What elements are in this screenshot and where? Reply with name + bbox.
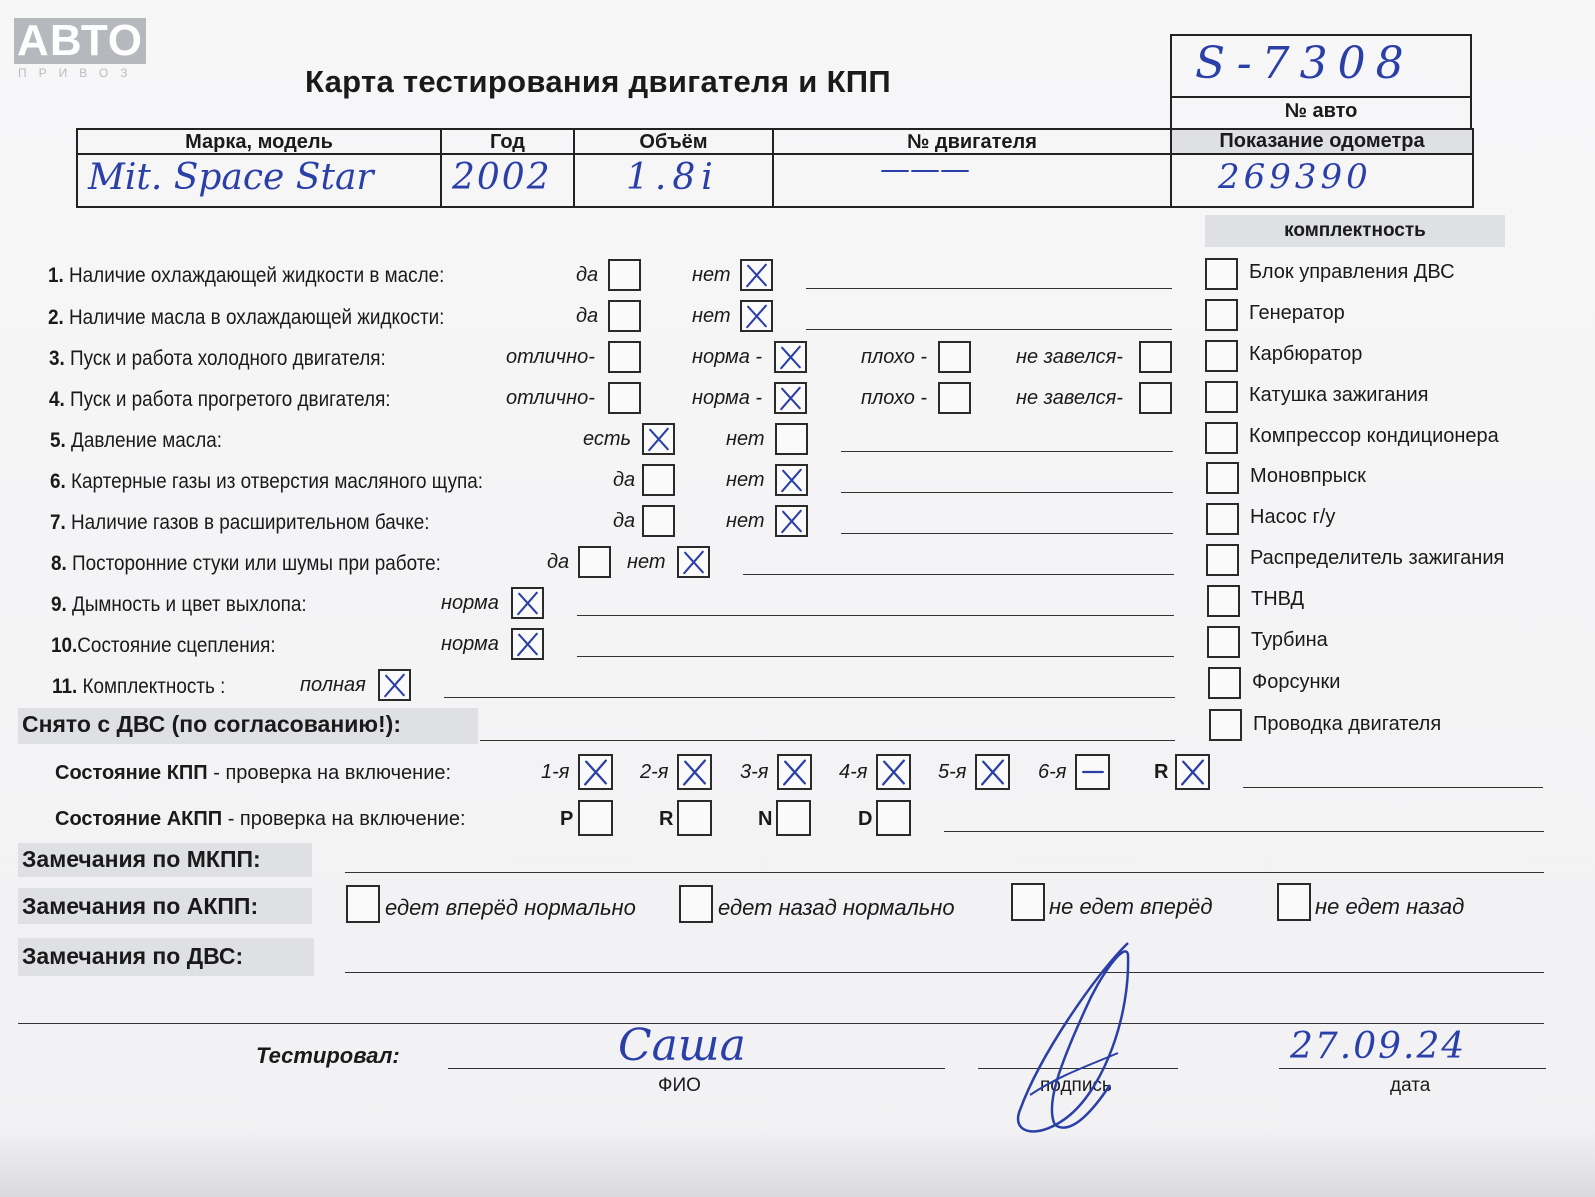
check-mark-icon	[779, 756, 810, 788]
kpp-label-bold: Состояние КПП	[55, 762, 208, 784]
akpp-option-label: едет назад нормально	[718, 895, 955, 920]
checkbox-checked[interactable]	[774, 382, 807, 414]
checkbox-checked[interactable]	[677, 546, 710, 578]
vin-value: S-7308	[1195, 38, 1414, 89]
check-text: Пуск и работа холодного двигателя:	[70, 347, 386, 370]
notes-line	[577, 615, 1174, 616]
option-label: да	[547, 551, 570, 573]
check-mark-icon	[977, 756, 1008, 788]
option-label: не завелся-	[1016, 387, 1123, 409]
paper-shadow	[0, 1130, 1595, 1197]
kit-item-injection-pump: ТНВД	[1251, 588, 1305, 610]
kit-item-mono-injection: Моновпрыск	[1250, 465, 1366, 487]
notes-line	[806, 329, 1172, 330]
date-value: 27.09.24	[1290, 1026, 1467, 1067]
notes-line	[841, 492, 1173, 493]
check-row-3-label	[49, 347, 386, 371]
gear-label: 5-я	[938, 761, 967, 783]
check-number: 9.	[51, 593, 67, 616]
akpp-mode-checkbox[interactable]	[578, 800, 613, 836]
gear-label: 2-я	[640, 761, 669, 783]
option-label: нет	[692, 264, 731, 286]
check-mark-icon	[776, 343, 805, 371]
checkbox[interactable]	[608, 341, 641, 373]
remarks-dvs-line-2	[18, 1023, 1544, 1024]
logo-subtitle: ПРИВОЗ	[18, 66, 140, 80]
check-mark-icon	[380, 671, 409, 699]
akpp-option-checkbox[interactable]	[1011, 883, 1045, 921]
checkbox[interactable]	[578, 546, 611, 578]
akpp-mode-label: R	[659, 808, 674, 830]
akpp-option-label: не едет назад	[1315, 894, 1465, 919]
akpp-mode-checkbox[interactable]	[677, 800, 712, 836]
notes-line	[841, 451, 1173, 452]
kit-checkbox[interactable]	[1206, 544, 1239, 576]
option-label: плохо -	[861, 387, 928, 409]
akpp-label	[55, 808, 466, 831]
check-mark-icon	[679, 548, 708, 576]
logo	[14, 18, 146, 64]
kit-title: комплектность	[1284, 220, 1426, 241]
kit-checkbox[interactable]	[1206, 462, 1239, 494]
year-value: 2002	[452, 157, 552, 198]
dash-mark-icon	[1077, 756, 1108, 788]
removed-label: Снято с ДВС (по согласованию!):	[22, 711, 401, 737]
check-mark-icon	[777, 507, 806, 535]
kit-item-ignition-coil: Катушка зажигания	[1249, 384, 1429, 406]
option-label: норма	[441, 633, 499, 655]
kit-item-ac-compressor: Компрессор кондиционера	[1249, 425, 1499, 447]
col-header-make-model: Марка, модель	[185, 131, 333, 153]
removed-line	[480, 740, 1175, 741]
check-text: Давление масла:	[71, 429, 222, 452]
kit-checkbox[interactable]	[1205, 258, 1238, 290]
check-row-10-label	[51, 634, 276, 658]
check-number: 8.	[51, 552, 67, 575]
remarks-akpp-label: Замечания по АКПП:	[22, 893, 259, 919]
option-label: нет	[726, 510, 765, 532]
option-label: отлично-	[506, 346, 595, 368]
check-text: Комплектность :	[82, 675, 226, 698]
akpp-mode-label: N	[758, 808, 773, 830]
remarks-mkpp-label: Замечания по МКПП:	[22, 846, 261, 872]
checkbox[interactable]	[938, 341, 971, 373]
notes-line	[743, 574, 1174, 575]
check-number: 10.	[51, 634, 78, 657]
akpp-line	[944, 831, 1544, 832]
kit-item-generator: Генератор	[1249, 302, 1345, 324]
check-mark-icon	[580, 756, 611, 788]
gear-checkbox-r[interactable]	[1175, 754, 1210, 790]
option-label: норма -	[692, 387, 763, 409]
akpp-option-label: едет вперёд нормально	[385, 895, 636, 920]
date-label: дата	[1390, 1075, 1431, 1096]
checkbox[interactable]	[608, 259, 641, 291]
kit-item-distributor: Распределитель зажигания	[1250, 547, 1505, 569]
check-row-6-label	[50, 470, 483, 494]
check-text: Картерные газы из отверстия масляного щупа:	[71, 470, 484, 493]
check-row-9-label	[51, 593, 307, 617]
checkbox-checked[interactable]	[775, 464, 808, 496]
check-text: Посторонние стуки или шумы при работе:	[72, 552, 441, 575]
checkbox[interactable]	[608, 382, 641, 414]
check-mark-icon	[742, 261, 771, 289]
kit-checkbox[interactable]	[1205, 422, 1238, 454]
kpp-label	[55, 762, 451, 785]
kit-checkbox[interactable]	[1207, 626, 1240, 658]
kit-checkbox[interactable]	[1205, 340, 1238, 372]
signature-label: подпись	[1040, 1075, 1112, 1096]
akpp-mode-checkbox[interactable]	[876, 800, 911, 836]
option-label: нет	[627, 551, 666, 573]
checkbox-checked[interactable]	[740, 259, 773, 291]
gear-label: 6-я	[1038, 761, 1067, 783]
check-row-5-label	[50, 429, 222, 453]
check-mark-icon	[513, 589, 542, 617]
date-line	[1279, 1068, 1546, 1069]
gear-label: 4-я	[839, 761, 868, 783]
vin-label: № авто	[1284, 100, 1358, 122]
check-row-8-label	[51, 552, 441, 576]
kpp-label-rest: - проверка на включение:	[207, 762, 452, 784]
gear-checkbox-6[interactable]	[1075, 754, 1110, 790]
checkbox[interactable]	[608, 300, 641, 332]
check-number: 1.	[48, 264, 64, 287]
option-label: да	[613, 469, 636, 491]
checkbox-checked[interactable]	[642, 423, 675, 455]
kit-item-ecu: Блок управления ДВС	[1249, 261, 1455, 283]
akpp-option-checkbox[interactable]	[346, 885, 380, 923]
check-number: 2.	[48, 306, 64, 329]
col-header-engine-no: № двигателя	[907, 131, 1037, 153]
kit-checkbox[interactable]	[1209, 709, 1242, 741]
kit-item-ps-pump: Насос г/у	[1250, 506, 1336, 528]
col-header-volume: Объём	[639, 131, 708, 153]
make-model-value: Mit. Space Star	[88, 157, 374, 198]
kit-checkbox[interactable]	[1207, 585, 1240, 617]
checkbox-checked[interactable]	[378, 669, 411, 701]
check-mark-icon	[878, 756, 909, 788]
check-number: 6.	[50, 470, 66, 493]
remarks-mkpp-line	[345, 872, 1544, 873]
option-label: нет	[726, 428, 765, 450]
col-header-odometer: Показание одометра	[1219, 130, 1425, 152]
akpp-label-bold: Состояние АКПП	[55, 808, 223, 830]
option-label: нет	[726, 469, 765, 491]
check-row-2-label	[48, 306, 444, 330]
checkbox[interactable]	[1139, 382, 1172, 414]
akpp-option-checkbox[interactable]	[1277, 883, 1311, 921]
gear-label: 1-я	[541, 761, 570, 783]
check-mark-icon	[1177, 756, 1208, 788]
checkbox-checked[interactable]	[511, 587, 544, 619]
akpp-mode-checkbox[interactable]	[776, 800, 811, 836]
kit-item-turbo: Турбина	[1251, 629, 1328, 651]
notes-line	[806, 288, 1172, 289]
check-mark-icon	[776, 384, 805, 412]
check-row-7-label	[50, 511, 430, 535]
page-title: Карта тестирования двигателя и КПП	[305, 64, 891, 99]
checkbox[interactable]	[1139, 341, 1172, 373]
notes-line	[444, 697, 1175, 698]
checkbox[interactable]	[642, 464, 675, 496]
option-label: нет	[692, 305, 731, 327]
fio-label: ФИО	[658, 1075, 701, 1096]
check-text: Наличие охлаждающей жидкости в масле:	[69, 264, 445, 287]
check-text: Пуск и работа прогретого двигателя:	[70, 388, 391, 411]
option-label: да	[576, 264, 599, 286]
check-row-1-label	[48, 264, 444, 288]
gear-checkbox-2[interactable]	[677, 754, 712, 790]
gear-checkbox-5[interactable]	[975, 754, 1010, 790]
odometer-value: 269390	[1218, 157, 1372, 197]
handwritten-signature	[1000, 935, 1150, 1145]
engine-no-value: ———	[880, 152, 970, 187]
checkbox-checked[interactable]	[774, 341, 807, 373]
checkbox-checked[interactable]	[511, 628, 544, 660]
check-mark-icon	[679, 756, 710, 788]
check-number: 5.	[50, 429, 66, 452]
gear-label: 3-я	[740, 761, 769, 783]
kit-checkbox[interactable]	[1205, 381, 1238, 413]
option-label: плохо -	[861, 346, 928, 368]
checkbox[interactable]	[642, 505, 675, 537]
kit-item-engine-wiring: Проводка двигателя	[1253, 713, 1442, 735]
akpp-option-checkbox[interactable]	[679, 885, 713, 923]
checkbox-checked[interactable]	[740, 300, 773, 332]
notes-line	[577, 656, 1174, 657]
akpp-mode-label: P	[560, 808, 574, 830]
checkbox[interactable]	[775, 423, 808, 455]
notes-line	[841, 533, 1173, 534]
volume-value: 1.8i	[626, 157, 719, 198]
fio-value: Саша	[618, 1020, 746, 1071]
check-number: 11.	[52, 675, 78, 698]
kit-checkbox[interactable]	[1205, 299, 1238, 331]
check-mark-icon	[742, 302, 771, 330]
check-mark-icon	[644, 425, 673, 453]
kit-item-carburetor: Карбюратор	[1249, 343, 1363, 365]
gear-checkbox-1[interactable]	[578, 754, 613, 790]
option-label: норма -	[692, 346, 763, 368]
option-label: полная	[300, 674, 366, 696]
option-label: да	[613, 510, 636, 532]
check-number: 7.	[50, 511, 66, 534]
gear-label: R	[1154, 761, 1169, 783]
kpp-line	[1243, 787, 1543, 788]
check-text: Наличие газов в расширительном бачке:	[71, 511, 430, 534]
remarks-dvs-label: Замечания по ДВС:	[22, 943, 244, 969]
check-number: 3.	[49, 347, 65, 370]
akpp-label-rest: - проверка на включение:	[222, 808, 466, 830]
gear-checkbox-3[interactable]	[777, 754, 812, 790]
kit-checkbox[interactable]	[1208, 667, 1241, 699]
option-label: отлично-	[506, 387, 595, 409]
gear-checkbox-4[interactable]	[876, 754, 911, 790]
check-row-4-label	[49, 388, 391, 412]
remarks-dvs-line	[345, 972, 1544, 973]
checkbox[interactable]	[938, 382, 971, 414]
check-number: 4.	[49, 388, 65, 411]
option-label: норма	[441, 592, 499, 614]
col-header-year: Год	[490, 131, 525, 153]
akpp-mode-label: D	[858, 808, 873, 830]
option-label: да	[576, 305, 599, 327]
logo-text: АВТО	[17, 16, 143, 65]
tested-by-label: Тестировал:	[256, 1043, 400, 1068]
check-text: Наличие масла в охлаждающей жидкости:	[69, 306, 445, 329]
check-row-11-label	[52, 675, 225, 699]
check-text: Состояние сцепления:	[77, 634, 276, 657]
kit-item-injectors: Форсунки	[1252, 671, 1341, 693]
checkbox-checked[interactable]	[775, 505, 808, 537]
check-mark-icon	[777, 466, 806, 494]
option-label: не завелся-	[1016, 346, 1123, 368]
option-label: есть	[583, 428, 632, 450]
akpp-option-label: не едет вперёд	[1049, 894, 1213, 919]
kit-checkbox[interactable]	[1206, 503, 1239, 535]
check-text: Дымность и цвет выхлопа:	[72, 593, 307, 616]
check-mark-icon	[513, 630, 542, 658]
